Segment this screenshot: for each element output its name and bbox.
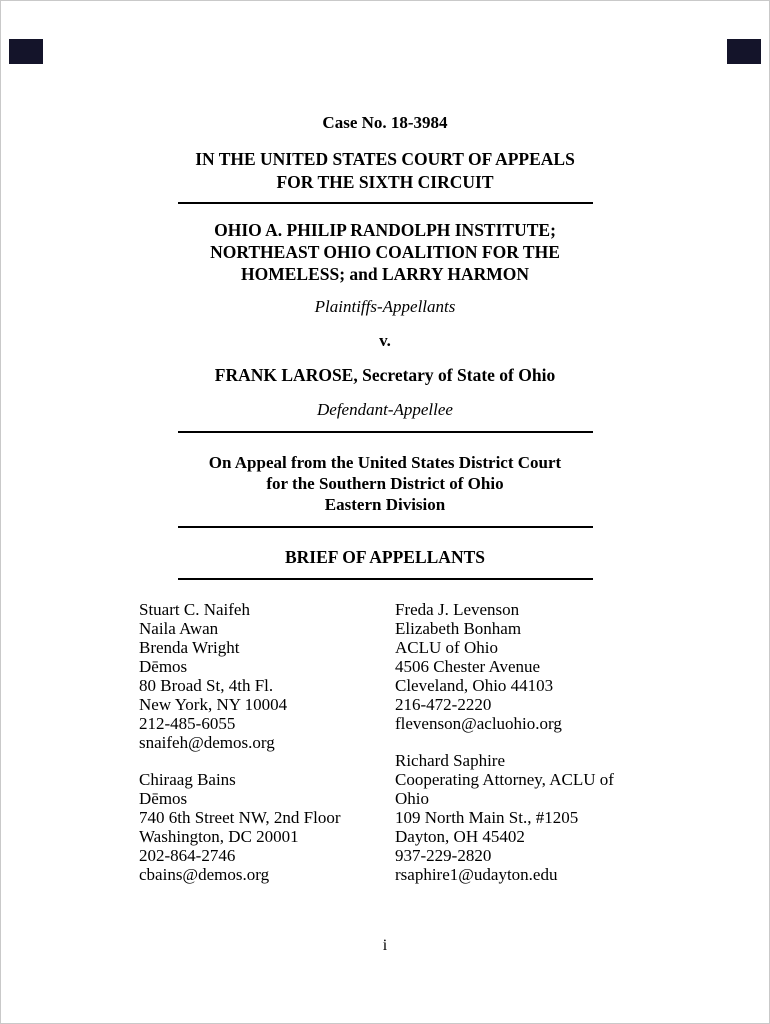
counsel-line: 216-472-2220 [395,695,492,714]
counsel-line: Stuart C. Naifeh [139,600,250,619]
plaintiffs-role: Plaintiffs-Appellants [314,297,456,316]
counsel-email: rsaphire1@udayton.edu [395,865,558,884]
counsel-line: ACLU of Ohio [395,638,498,657]
counsel-line: 80 Broad St, 4th Fl. [139,676,274,695]
counsel-line: Dēmos [139,789,188,808]
counsel-line: 202-864-2746 [139,846,236,865]
divider [178,578,593,580]
counsel-line: New York, NY 10004 [139,695,288,714]
counsel-line: Richard Saphire [395,751,505,770]
counsel-line: Chiraag Bains [139,770,236,789]
counsel-line: Brenda Wright [139,638,240,657]
counsel-block [139,770,395,884]
appeal-origin [1,452,769,515]
counsel-email: flevenson@acluohio.org [395,714,562,733]
counsel-line: Dayton, OH 45402 [395,827,525,846]
plaintiffs-caption [1,219,769,285]
court-name-line2: FOR THE SIXTH CIRCUIT [276,172,494,192]
counsel-email: cbains@demos.org [139,865,270,884]
counsel-block [139,600,395,752]
divider [178,431,593,433]
plaintiffs-line1: OHIO A. PHILIP RANDOLPH INSTITUTE; [214,220,556,240]
plaintiffs-line2: NORTHEAST OHIO COALITION FOR THE [210,242,560,262]
brief-title: BRIEF OF APPELLANTS [285,547,485,567]
counsel-email: snaifeh@demos.org [139,733,275,752]
scan-corner-mark-right [727,39,761,64]
counsel-line: 4506 Chester Avenue [395,657,541,676]
counsel-line: 937-229-2820 [395,846,492,865]
court-name-line1: IN THE UNITED STATES COURT OF APPEALS [195,149,575,169]
scan-corner-mark-left [9,39,43,64]
brief-cover-content [1,1,769,884]
appeal-line2: for the Southern District of Ohio [266,474,504,493]
case-number: Case No. 18-3984 [322,113,448,132]
counsel-block [395,600,631,733]
counsel-column-right [395,600,631,884]
counsel-line: Freda J. Levenson [395,600,520,619]
counsel-line: 212-485-6055 [139,714,236,733]
appeal-line3: Eastern Division [324,495,446,514]
counsel-line: 109 North Main St., #1205 [395,808,579,827]
defendant-role: Defendant-Appellee [317,400,453,419]
versus-label: v. [379,331,391,350]
counsel-section [139,600,631,884]
counsel-line: Elizabeth Bonham [395,619,522,638]
counsel-line: 740 6th Street NW, 2nd Floor [139,808,341,827]
divider [178,526,593,528]
counsel-line: Dēmos [139,657,188,676]
court-name [1,148,769,194]
plaintiffs-line3: HOMELESS; and LARRY HARMON [240,264,529,284]
page-number: i [382,937,388,954]
counsel-column-left [139,600,395,884]
divider [178,202,593,204]
counsel-line: Cleveland, Ohio 44103 [395,676,554,695]
appeal-line1: On Appeal from the United States District Court [208,453,562,472]
counsel-block [395,751,631,884]
counsel-line: Naila Awan [139,619,219,638]
counsel-line: Washington, DC 20001 [139,827,299,846]
defendant-caption: FRANK LAROSE, Secretary of State of Ohio [214,365,556,385]
counsel-line: Cooperating Attorney, ACLU of Ohio [395,770,614,808]
